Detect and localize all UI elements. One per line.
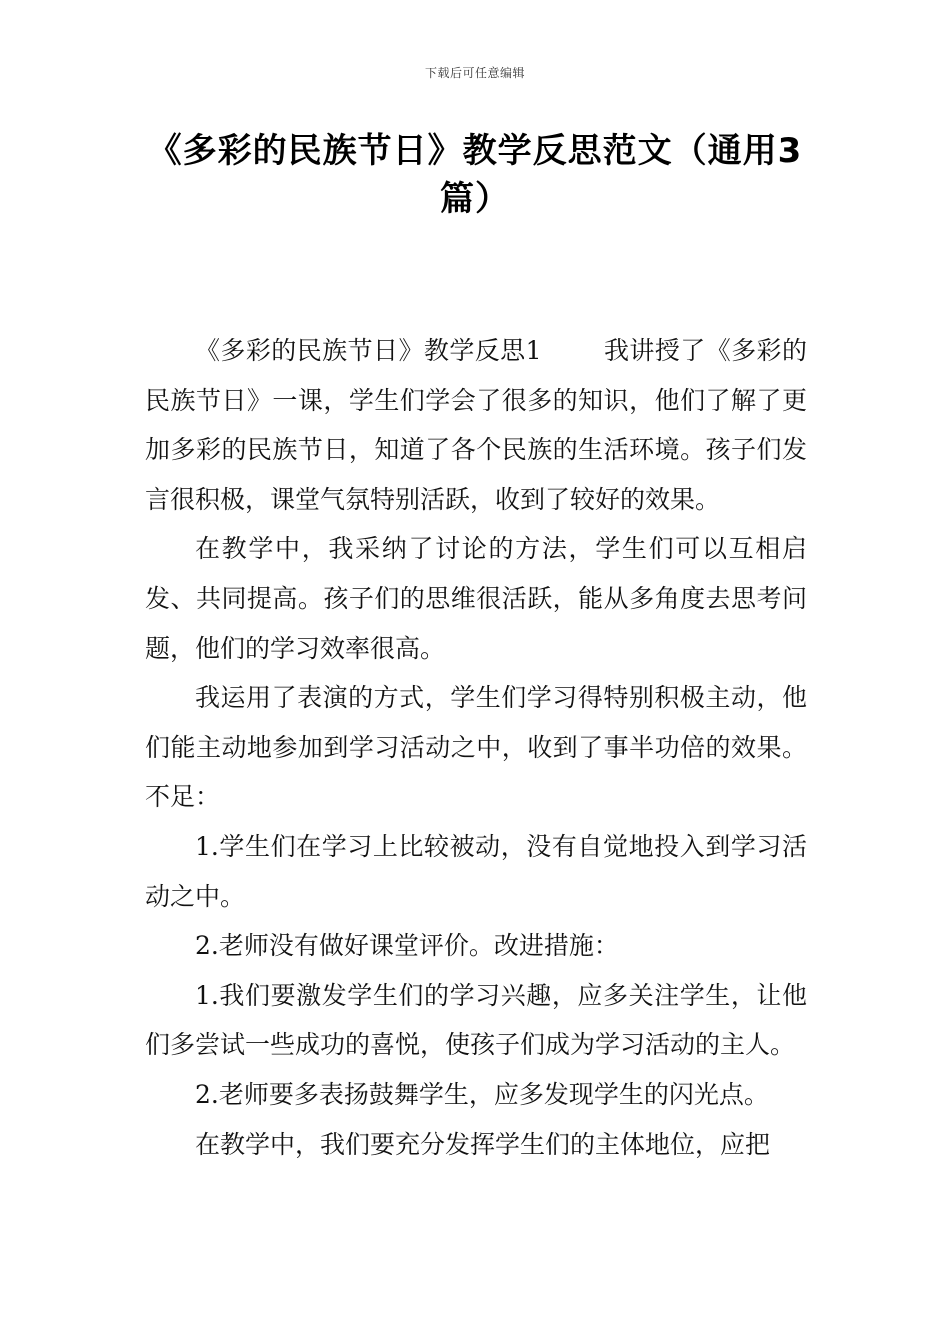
paragraph-continuation: 在教学中，我们要充分发挥学生们的主体地位，应把 — [195, 1129, 771, 1159]
paragraph-improvement-1: 1.我们要激发学生们的学习兴趣，应多关注学生，让他们多尝试一些成功的喜悦，使孩子们成为学习活动的主人。 — [145, 980, 807, 1060]
paragraph-shortcoming-2: 2.老师没有做好课堂评价。改进措施： — [195, 931, 619, 961]
document-body — [145, 326, 807, 1169]
section-intro-paragraph — [145, 326, 807, 524]
header-note: 下载后可任意编辑 — [424, 66, 525, 80]
paragraph-performance-method: 我运用了表演的方式，学生们学习得特别积极主动，他们能主动地参加到学习活动之中，收到了事半功倍的效果。不足： — [145, 683, 807, 812]
paragraph-improvement-2: 2.老师要多表扬鼓舞学生，应多发现学生的闪光点。 — [195, 1079, 769, 1109]
paragraph-discussion-method: 在教学中，我采纳了讨论的方法，学生们可以互相启发、共同提高。孩子们的思维很活跃，能从多角度去思考问题，他们的学习效率很高。 — [145, 534, 807, 663]
paragraph-shortcoming-1: 1.学生们在学习上比较被动，没有自觉地投入到学习活动之中。 — [145, 831, 807, 911]
section-heading: 《多彩的民族节日》教学反思1 — [195, 336, 542, 365]
section-intro-text: 我讲授了《多彩的民族节日》一课，学生们学会了很多的知识，他们了解了更加多彩的民族节日，知道了各个民族的生活环境。孩子们发言很积极，课堂气氛特别活跃，收到了较好的效果。 — [145, 336, 807, 514]
document-title: 《多彩的民族节日》教学反思范文（通用3篇） — [147, 131, 803, 219]
